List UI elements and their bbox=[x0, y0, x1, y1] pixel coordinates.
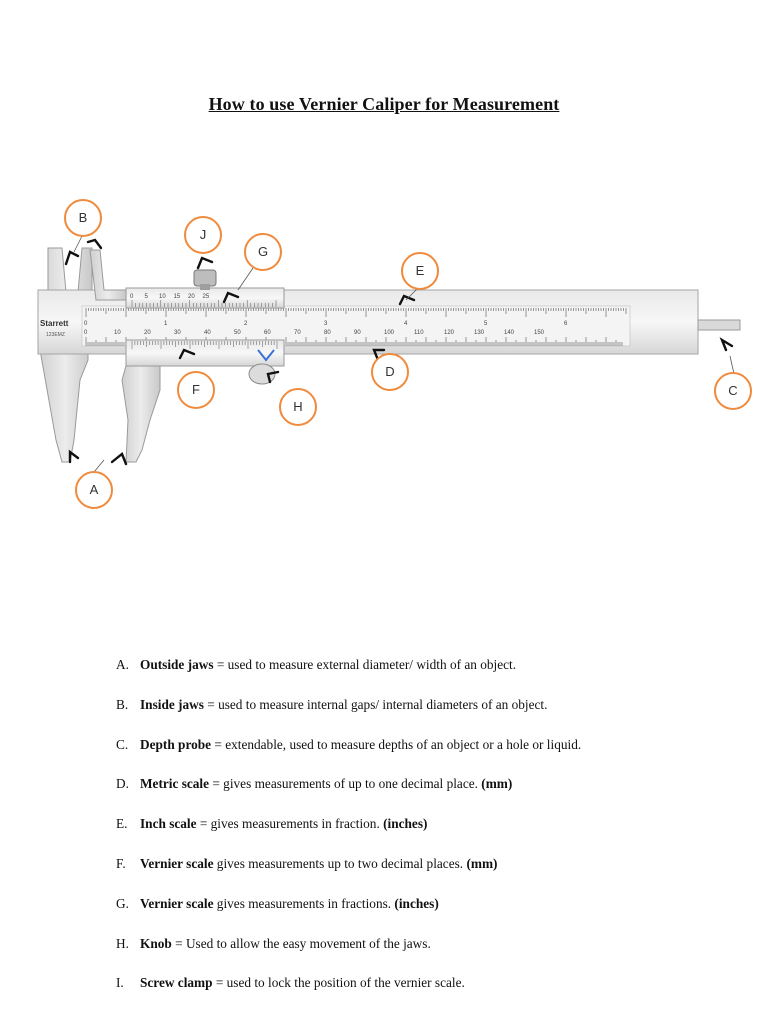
metric-number: 130 bbox=[474, 330, 485, 336]
item-letter: C. bbox=[116, 736, 129, 752]
metric-number: 80 bbox=[324, 330, 331, 336]
vernier-number: 5 bbox=[144, 294, 148, 300]
item-text: = extendable, used to measure depths of an object or a hole or liquid. bbox=[211, 736, 582, 752]
metric-number: 150 bbox=[534, 330, 545, 336]
item-text: = Used to allow the easy movement of the jaws. bbox=[171, 935, 431, 951]
item-letter: D. bbox=[116, 776, 129, 792]
metric-number: 90 bbox=[354, 330, 361, 336]
screw-clamp bbox=[194, 270, 216, 290]
item-letter: E. bbox=[116, 816, 128, 832]
inch-number: 1 bbox=[164, 321, 168, 327]
item-text: gives measurements up to two decimal places. bbox=[213, 855, 467, 871]
item-letter: H. bbox=[116, 935, 129, 951]
depth-probe bbox=[698, 320, 740, 330]
item-term: Screw clamp bbox=[140, 975, 213, 991]
vernier-caliper-diagram bbox=[0, 190, 768, 520]
item-unit: (mm) bbox=[466, 855, 498, 871]
item-term: Metric scale bbox=[140, 776, 210, 792]
item-term: Depth probe bbox=[140, 736, 212, 752]
callout-label-h: H bbox=[293, 399, 303, 414]
list-item bbox=[116, 854, 756, 894]
callout-label-e: E bbox=[415, 263, 425, 278]
metric-number: 10 bbox=[114, 330, 121, 336]
vernier-number: 25 bbox=[202, 294, 210, 300]
model-number: 123EMZ bbox=[46, 332, 65, 338]
item-letter: A. bbox=[116, 657, 129, 672]
inch-number: 0 bbox=[84, 321, 88, 327]
parts-list bbox=[116, 655, 756, 1013]
metric-number: 70 bbox=[294, 330, 301, 336]
item-text: = used to lock the position of the vernier scale. bbox=[212, 975, 465, 991]
metric-number: 100 bbox=[384, 330, 395, 336]
page-title: How to use Vernier Caliper for Measurement bbox=[208, 94, 560, 114]
item-letter: G. bbox=[116, 895, 129, 911]
list-item bbox=[116, 695, 756, 735]
metric-number: 60 bbox=[264, 330, 271, 336]
item-term: Inch scale bbox=[140, 816, 197, 832]
vernier-number: 15 bbox=[173, 294, 181, 300]
list-item bbox=[116, 934, 756, 974]
item-term: Vernier scale bbox=[140, 855, 214, 871]
item-term: Outside jaws bbox=[140, 657, 214, 672]
fixed-jaw bbox=[38, 248, 92, 462]
inch-number: 6 bbox=[564, 321, 568, 327]
metric-number: 30 bbox=[174, 330, 181, 336]
list-item bbox=[116, 735, 756, 775]
item-unit: (inches) bbox=[383, 816, 428, 832]
item-letter: I. bbox=[116, 975, 124, 991]
item-text: = gives measurements of up to one decimal place. bbox=[209, 776, 482, 792]
inch-number: 3 bbox=[324, 321, 328, 327]
callout-label-b: B bbox=[78, 210, 88, 225]
metric-number: 120 bbox=[444, 330, 455, 336]
item-term: Vernier scale bbox=[140, 895, 214, 911]
item-letter: F. bbox=[116, 855, 126, 871]
item-term: Knob bbox=[140, 935, 172, 951]
item-term: Inside jaws bbox=[140, 696, 204, 712]
vernier-number: 10 bbox=[159, 294, 166, 300]
list-item bbox=[116, 894, 756, 934]
item-unit: (mm) bbox=[481, 776, 513, 792]
callout-label-j: J bbox=[199, 227, 207, 242]
item-text: = used to measure external diameter/ width of an object. bbox=[213, 657, 517, 672]
brand-logo: Starrett bbox=[40, 319, 69, 328]
vernier-number: 20 bbox=[188, 294, 195, 300]
vernier-number: 0 bbox=[130, 294, 134, 300]
callout-label-a: A bbox=[89, 482, 99, 497]
item-unit: (inches) bbox=[394, 895, 439, 911]
metric-number: 0 bbox=[84, 330, 88, 336]
callout-label-d: D bbox=[385, 364, 395, 379]
item-text: = gives measurements in fraction. bbox=[196, 816, 384, 832]
list-item bbox=[116, 774, 756, 814]
item-letter: B. bbox=[116, 696, 129, 712]
list-item bbox=[116, 814, 756, 854]
inch-number: 5 bbox=[484, 321, 488, 327]
metric-number: 110 bbox=[414, 330, 424, 336]
item-text: gives measurements in fractions. bbox=[213, 895, 395, 911]
sliding-jaw bbox=[90, 250, 284, 462]
inch-number: 2 bbox=[244, 321, 248, 327]
item-text: = used to measure internal gaps/ internal diameters of an object. bbox=[203, 696, 548, 712]
metric-number: 50 bbox=[234, 330, 241, 336]
list-item bbox=[116, 973, 756, 1013]
metric-number: 140 bbox=[504, 330, 515, 336]
metric-number: 40 bbox=[204, 330, 211, 336]
metric-number: 20 bbox=[144, 330, 151, 336]
list-item bbox=[116, 655, 756, 695]
callout-label-f: F bbox=[192, 382, 200, 397]
callout-label-g: G bbox=[257, 244, 269, 259]
inch-number: 4 bbox=[404, 321, 408, 327]
callout-label-c: C bbox=[728, 383, 738, 398]
